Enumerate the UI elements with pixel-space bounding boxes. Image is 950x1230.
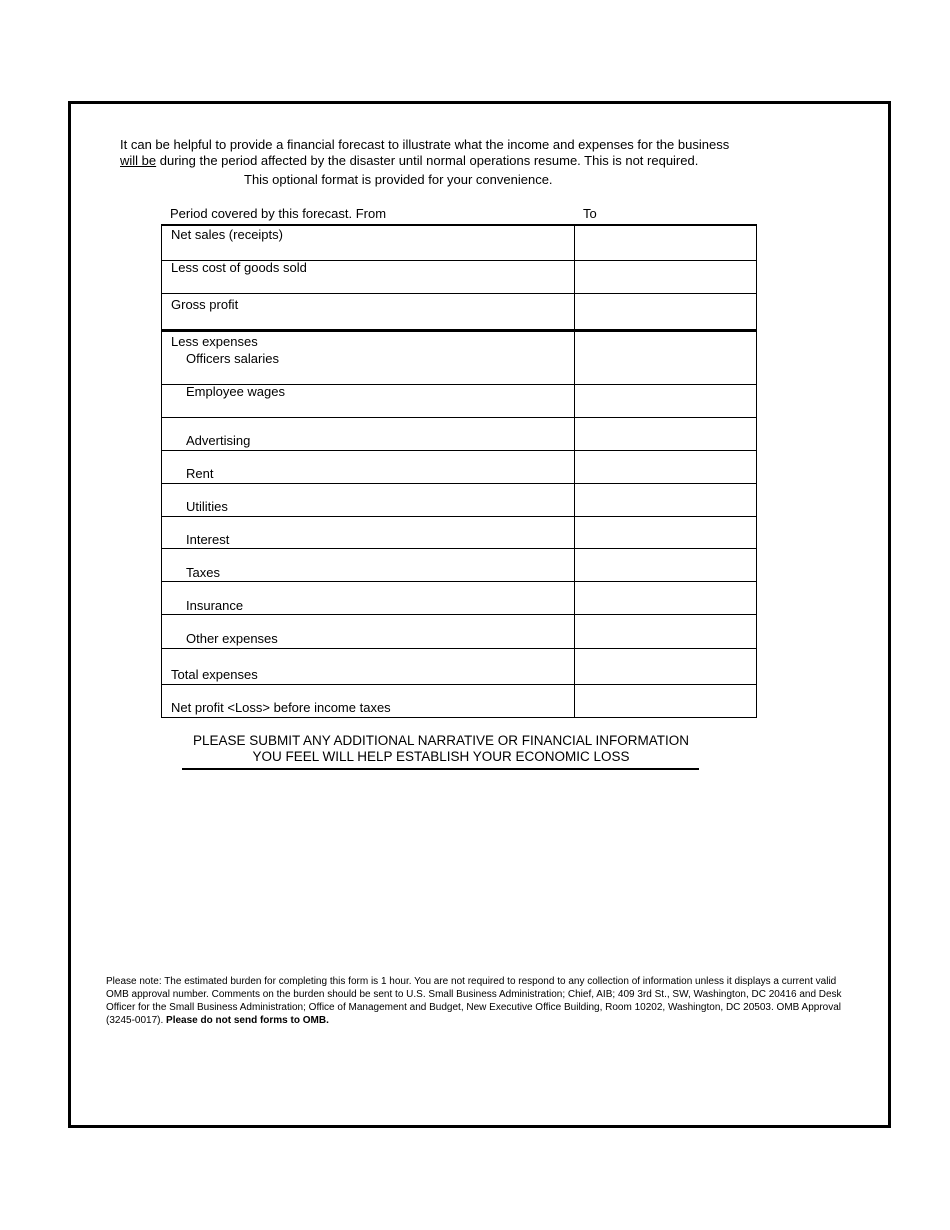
label-officers-salaries: Officers salaries <box>186 351 279 366</box>
label-taxes: Taxes <box>186 565 220 580</box>
intro-line-3: This optional format is provided for your convenience. <box>244 172 553 187</box>
amount-net-sales[interactable] <box>576 226 756 260</box>
amount-insurance[interactable] <box>576 582 756 614</box>
label-total-expenses: Total expenses <box>171 667 258 682</box>
notice-line-2: YOU FEEL WILL HELP ESTABLISH YOUR ECONOMIC LOSS <box>252 749 630 764</box>
amount-utilities[interactable] <box>576 484 756 516</box>
period-from-label: Period covered by this forecast. From <box>170 206 387 221</box>
amount-rent[interactable] <box>576 451 756 483</box>
amount-taxes[interactable] <box>576 549 756 581</box>
label-advertising: Advertising <box>186 433 251 448</box>
intro-line-1: It can be helpful to provide a financial forecast to illustrate what the income and expenses for the business <box>120 137 730 152</box>
label-utilities: Utilities <box>186 499 228 514</box>
label-cost-of-goods: Less cost of goods sold <box>171 260 307 275</box>
period-to-label: To <box>583 206 597 221</box>
amount-officers-salaries[interactable] <box>576 332 756 384</box>
label-interest: Interest <box>186 532 230 547</box>
amount-gross-profit[interactable] <box>576 294 756 329</box>
intro-line-2 <box>120 153 698 169</box>
intro-underlined-text: will be <box>120 153 157 168</box>
label-net-sales: Net sales (receipts) <box>171 227 283 242</box>
label-less-expenses: Less expenses <box>171 334 258 349</box>
label-net-profit: Net profit <Loss> before income taxes <box>171 700 391 715</box>
burden-text: Please note: The estimated burden for completing this form is 1 hour. You are not required to respond to any collection of information unless it displays a current valid OMB approval number. Comments on the burden should be sent to U.S. Small Business Administration; Chief, AIB; 409 3rd St., SW, Washington, DC 20416 and Desk Officer for the Small Business Administration; Office of Management and Budget, New Executive Office Building, Room 10202, Washington, DC 20503. OMB Approval (3245-0017). <box>106 976 842 1026</box>
label-rent: Rent <box>186 466 214 481</box>
amount-interest[interactable] <box>576 517 756 548</box>
burden-statement <box>106 975 848 1027</box>
label-other-expenses: Other expenses <box>186 631 278 646</box>
amount-net-profit[interactable] <box>576 685 756 717</box>
column-divider <box>574 226 575 717</box>
label-gross-profit: Gross profit <box>171 297 239 312</box>
notice-line-1: PLEASE SUBMIT ANY ADDITIONAL NARRATIVE OR FINANCIAL INFORMATION <box>192 733 690 748</box>
amount-employee-wages[interactable] <box>576 385 756 417</box>
intro-line-2-rest: during the period affected by the disaster until normal operations resume. This is not required. <box>156 153 699 168</box>
label-employee-wages: Employee wages <box>186 384 285 399</box>
amount-cost-of-goods[interactable] <box>576 261 756 293</box>
amount-advertising[interactable] <box>576 418 756 450</box>
forecast-table <box>161 224 757 718</box>
notice-underline <box>182 768 699 770</box>
amount-total-expenses[interactable] <box>576 649 756 684</box>
burden-bold-text: Please do not send forms to OMB. <box>166 1015 329 1026</box>
label-insurance: Insurance <box>186 598 244 613</box>
amount-other-expenses[interactable] <box>576 615 756 648</box>
